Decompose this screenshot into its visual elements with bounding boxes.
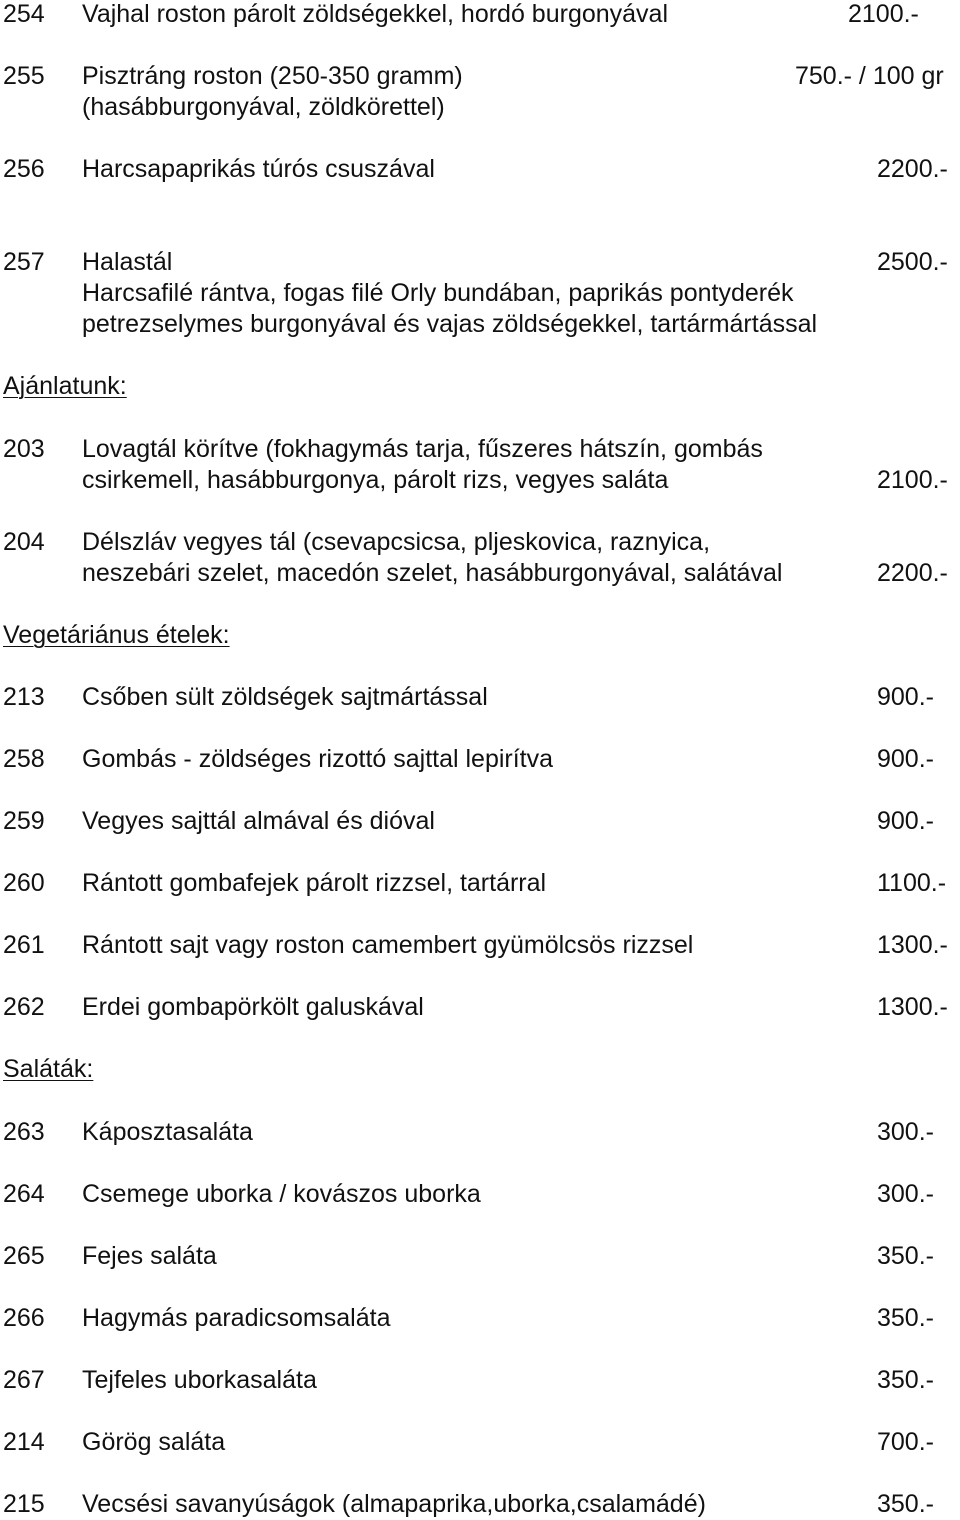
section-heading-vegetarian: Vegetáriánus ételek: (3, 621, 230, 649)
item-number: 265 (3, 1242, 45, 1270)
item-number: 213 (3, 683, 45, 711)
section-heading-salads: Saláták: (3, 1055, 94, 1083)
item-number: 214 (3, 1428, 45, 1456)
item-price: 350.- (877, 1242, 934, 1270)
item-price: 2200.- (877, 155, 948, 183)
item-price: 300.- (877, 1180, 934, 1208)
item-number: 262 (3, 993, 45, 1021)
item-name-line2: (hasábburgonyával, zöldkörettel) (82, 93, 445, 121)
item-price: 1300.- (877, 993, 948, 1021)
item-name: Vegyes sajttál almával és dióval (82, 807, 435, 835)
item-name: Rántott sajt vagy roston camembert gyümölcsös rizzsel (82, 931, 694, 959)
item-name-line2: neszebári szelet, macedón szelet, hasábburgonyával, salátával (82, 559, 783, 587)
item-price: 350.- (877, 1304, 934, 1332)
item-price: 700.- (877, 1428, 934, 1456)
item-price: 2100.- (877, 466, 948, 494)
item-number: 264 (3, 1180, 45, 1208)
item-name: Tejfeles uborkasaláta (82, 1366, 317, 1394)
item-price: 1100.- (877, 869, 947, 897)
item-price: 2200.- (877, 559, 948, 587)
item-number: 255 (3, 62, 45, 90)
item-description-line1: Harcsafilé rántva, fogas filé Orly bundában, paprikás pontyderék (82, 279, 794, 307)
item-price: 900.- (877, 683, 934, 711)
item-name: Harcsapaprikás túrós csuszával (82, 155, 435, 183)
item-price: 750.- / 100 gr (795, 62, 944, 90)
item-name: Fejes saláta (82, 1242, 217, 1270)
item-name: Hagymás paradicsomsaláta (82, 1304, 391, 1332)
item-number: 258 (3, 745, 45, 773)
item-price: 900.- (877, 745, 934, 773)
item-name-line2: csirkemell, hasábburgonya, párolt rizs, vegyes saláta (82, 466, 669, 494)
item-number: 215 (3, 1490, 45, 1518)
item-name: Erdei gombapörkölt galuskával (82, 993, 424, 1021)
item-name: Pisztráng roston (250-350 gramm) (82, 62, 463, 90)
item-number: 204 (3, 528, 45, 556)
item-name: Vajhal roston párolt zöldségekkel, hordó burgonyával (82, 0, 669, 28)
item-name: Csőben sült zöldségek sajtmártással (82, 683, 488, 711)
item-price: 1300.- (877, 931, 948, 959)
item-name: Halastál (82, 248, 173, 276)
item-description-line2: petrezselymes burgonyával és vajas zöldségekkel, tartármártással (82, 310, 818, 338)
item-name: Görög saláta (82, 1428, 226, 1456)
item-number: 266 (3, 1304, 45, 1332)
item-name: Csemege uborka / kovászos uborka (82, 1180, 481, 1208)
item-price: 300.- (877, 1118, 934, 1146)
item-price: 350.- (877, 1366, 934, 1394)
section-heading-recommended: Ajánlatunk: (3, 372, 127, 400)
item-name: Délszláv vegyes tál (csevapcsicsa, pljeskovica, raznyica, (82, 528, 711, 556)
item-number: 267 (3, 1366, 45, 1394)
item-name: Káposztasaláta (82, 1118, 253, 1146)
item-number: 254 (3, 0, 45, 28)
item-name: Vecsési savanyúságok (almapaprika,uborka,csalamádé) (82, 1490, 706, 1518)
item-name: Lovagtál körítve (fokhagymás tarja, fűszeres hátszín, gombás (82, 435, 763, 463)
item-number: 203 (3, 435, 45, 463)
item-number: 257 (3, 248, 45, 276)
item-name: Rántott gombafejek párolt rizzsel, tartárral (82, 869, 547, 897)
item-number: 263 (3, 1118, 45, 1146)
item-price: 2500.- (877, 248, 948, 276)
item-number: 260 (3, 869, 45, 897)
item-price: 2100.- (848, 0, 919, 28)
item-number: 256 (3, 155, 45, 183)
item-price: 900.- (877, 807, 934, 835)
item-name: Gombás - zöldséges rizottó sajttal lepirítva (82, 745, 554, 773)
item-price: 350.- (877, 1490, 934, 1518)
item-number: 259 (3, 807, 45, 835)
item-number: 261 (3, 931, 45, 959)
